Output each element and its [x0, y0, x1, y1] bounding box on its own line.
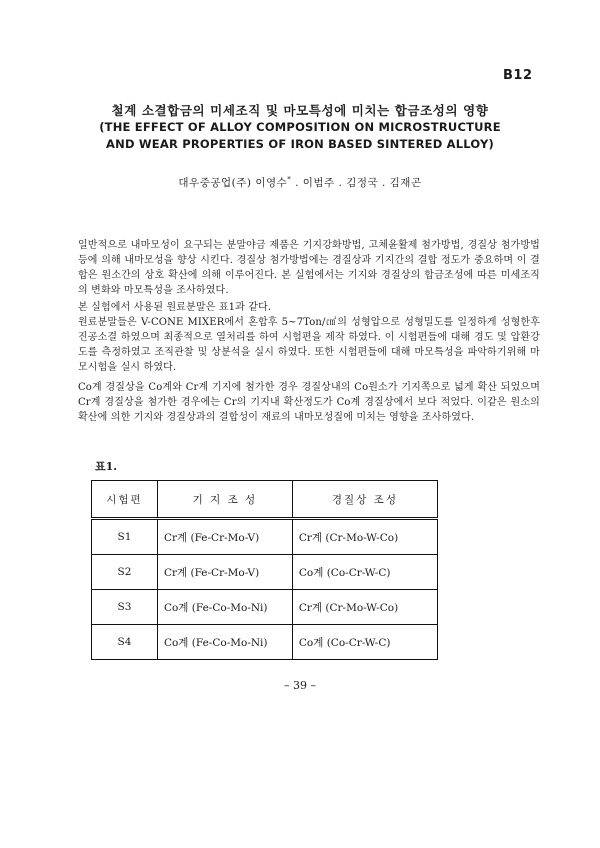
cell-matrix: Co계 (Fe-Co-Mo-Ni): [157, 625, 292, 660]
page-number: – 39 –: [284, 679, 316, 692]
cell-hard-phase: Cr계 (Cr-Mo-W-Co): [292, 519, 437, 555]
cell-hard-phase: Co계 (Co-Cr-W-C): [292, 625, 437, 660]
table-header-row: [92, 481, 438, 519]
paragraph-results-text: Co계 경질상을 Co계와 Cr계 기지에 첨가한 경우 경질상내의 Co원소가 기지쪽으로 넓게 확산 되었으며 Cr계 경질상을 첨가한 경우에는 Cr의 기지내 확산정도가 Co계 경질상에서 보다 적었다. 이같은 원소의 확산에 의한 기지와 경질상과의 결합성이 재료의 내마모성질에 미치는 영향을 조사하였다.: [78, 382, 540, 423]
table-row: [92, 519, 438, 555]
cell-hard-phase: Cr계 (Cr-Mo-W-Co): [292, 590, 437, 625]
paragraph-method-line1: 본 실험에서 사용된 원료분말은 표1과 같다.: [78, 302, 272, 313]
cell-sample: S2: [92, 555, 158, 590]
paragraph-method: [78, 300, 540, 375]
cell-matrix: Co계 (Fe-Co-Mo-Ni): [157, 590, 292, 625]
cell-sample: S1: [92, 519, 158, 555]
paragraph-results: [78, 380, 540, 425]
header-hard-phase: 경질상 조성: [292, 481, 437, 519]
paragraph-method-line2: 원료분말들은 V-CONE MIXER에서 혼합후 5~7Ton/㎠의 성형압으로 성형밀도를 일정하게 성형한후 진공소결 하였으며 최종적으로 열처리를 하여 시험편을 제작 하였다. 이 시험편들에 대해 경도 및 압환강도를 측정하였고 조직관찰 및 상분석을 실시 하였다. 또한 시험편들에 대해 마모특성을 파악하기위해 마모시험을 실시 하였다.: [78, 317, 540, 373]
page-code: B12: [503, 68, 533, 83]
table-row: [92, 555, 438, 590]
cell-sample: S3: [92, 590, 158, 625]
title-english-line1: (THE EFFECT OF ALLOY COMPOSITION ON MICROSTRUCTURE: [99, 120, 501, 134]
other-authors: . 이범주 . 김정국 . 김재곤: [295, 177, 422, 189]
paragraph-intro: [78, 238, 540, 298]
table-label: 표1.: [95, 460, 118, 473]
corresponding-mark: *: [287, 175, 292, 184]
paragraph-intro-text: 일반적으로 내마모성이 요구되는 분말야금 제품은 기지강화방법, 고체윤활제 첨가방법, 경질상 첨가방법등에 의해 내마모성을 향상 시킨다. 경질상 첨가방법에는 경질상과 기지간의 결합 정도가 중요하며 이 결합은 원소간의 상호 확산에 의해 이루어진다. 본 실험에서는 기지와 경질상의 합금조성에 따른 미세조직의 변화와 마모특성을 조사하였다.: [78, 240, 540, 296]
cell-sample: S4: [92, 625, 158, 660]
table-row: [92, 590, 438, 625]
author-1: 이영수: [255, 177, 288, 189]
cell-matrix: Cr계 (Fe-Cr-Mo-V): [157, 519, 292, 555]
composition-table: [91, 480, 438, 660]
header-matrix: 기 지 조 성: [157, 481, 292, 519]
title-korean: 철계 소결합금의 미세조직 및 마모특성에 미치는 합금조성의 영향: [111, 103, 489, 118]
table-row: [92, 625, 438, 660]
title-block: [40, 102, 560, 153]
cell-matrix: Cr계 (Fe-Cr-Mo-V): [157, 555, 292, 590]
affiliation: 대우중공업(주): [178, 177, 252, 189]
title-english-line2: AND WEAR PROPERTIES OF IRON BASED SINTERED ALLOY): [106, 137, 494, 151]
author-line: [0, 175, 600, 190]
header-sample: 시험편: [92, 481, 158, 519]
cell-hard-phase: Co계 (Co-Cr-W-C): [292, 555, 437, 590]
